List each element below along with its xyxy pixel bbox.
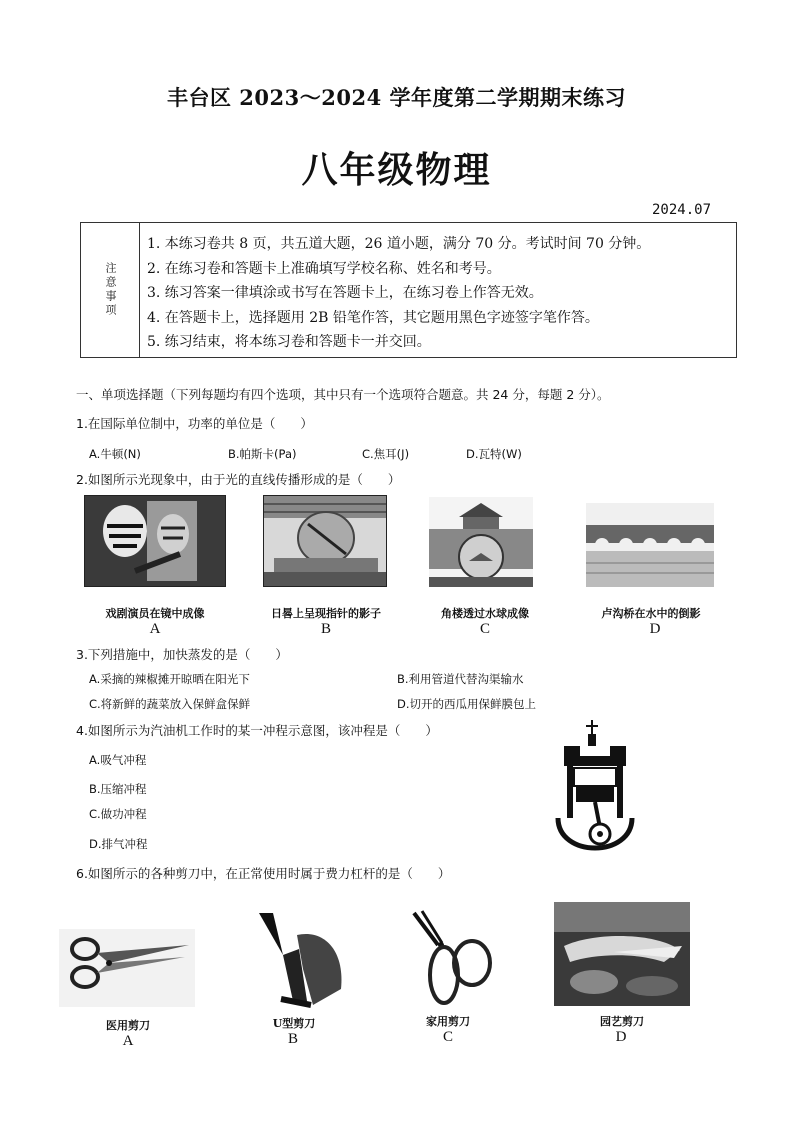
exam-date: 2024.07 xyxy=(652,202,712,218)
q2-caption-d: 卢沟桥在水中的倒影 xyxy=(601,607,701,620)
q6-letter-c: C xyxy=(442,1029,453,1045)
engine-stroke-diagram xyxy=(552,718,638,860)
lugou-bridge-reflection-image xyxy=(586,503,714,587)
q1-option-d: D.瓦特(W) xyxy=(466,447,522,461)
u-shaped-scissors-image xyxy=(253,909,345,1009)
notice-item: 3. 练习答案一律填涂或书写在答题卡上，在练习卷上作答无效。 xyxy=(147,285,543,301)
notice-label-cell xyxy=(81,223,140,357)
q6-caption-b: U型剪刀 xyxy=(272,1017,316,1030)
notice-item: 5. 练习结束，将本练习卷和答题卡一并交回。 xyxy=(147,334,431,350)
q4-option-a: A.吸气冲程 xyxy=(89,753,147,767)
q3-option-b: B.利用管道代替沟渠输水 xyxy=(397,672,524,686)
corner-tower-water-ball-image xyxy=(429,497,533,587)
q6-letter-b: B xyxy=(287,1031,298,1047)
question-2: 2.如图所示光现象中，由于光的直线传播形成的是（ ） xyxy=(76,472,401,487)
question-4: 4.如图所示为汽油机工作时的某一冲程示意图，该冲程是（ ） xyxy=(76,723,438,738)
q3-option-d: D.切开的西瓜用保鲜膜包上 xyxy=(397,697,537,711)
notice-item: 1. 本练习卷共 8 页，共五道大题，26 道小题，满分 70 分。考试时间 70 分钟。 xyxy=(147,236,651,252)
q6-caption-d: 园艺剪刀 xyxy=(600,1015,644,1028)
q3-option-a: A.采摘的辣椒摊开晾晒在阳光下 xyxy=(89,672,250,686)
q2-caption-b: 日晷上呈现指针的影子 xyxy=(271,607,381,620)
q4-option-d: D.排气冲程 xyxy=(89,837,148,851)
notice-item: 4. 在答题卡上，选择题用 2B 铅笔作答，其它题用黑色字迹签字笔作答。 xyxy=(147,309,599,326)
question-1: 1.在国际单位制中，功率的单位是（ ） xyxy=(76,416,313,431)
q3-option-c: C.将新鲜的蔬菜放入保鲜盒保鲜 xyxy=(89,697,251,711)
notice-item: 2. 在练习卷和答题卡上准确填写学校名称、姓名和考号。 xyxy=(147,260,501,277)
q6-caption-c: 家用剪刀 xyxy=(426,1015,470,1028)
q2-letter-c: C xyxy=(479,621,490,637)
exam-title: 八年级物理 xyxy=(301,149,492,191)
garden-scissors-image xyxy=(554,902,690,1006)
q6-letter-d: D xyxy=(615,1029,627,1045)
q6-caption-a: 医用剪刀 xyxy=(106,1019,150,1032)
section-heading: 一、单项选择题（下列每题均有四个选项，其中只有一个选项符合题意。共 24 分，每题 2 分）。 xyxy=(76,387,610,402)
q6-letter-a: A xyxy=(122,1033,134,1049)
question-6: 6.如图所示的各种剪刀中，在正常使用时属于费力杠杆的是（ ） xyxy=(76,866,451,881)
opera-actor-mirror-image xyxy=(84,495,226,587)
exam-subtitle: 丰台区 2023～2024 学年度第二学期期末练习 xyxy=(166,85,626,110)
q1-option-b: B.帕斯卡(Pa) xyxy=(228,447,297,461)
q4-option-b: B.压缩冲程 xyxy=(89,782,147,796)
q2-letter-a: A xyxy=(149,621,161,637)
notice-box xyxy=(80,222,737,358)
medical-scissors-image xyxy=(59,929,195,1007)
notice-list xyxy=(147,232,650,355)
q1-option-c: C.焦耳(J) xyxy=(362,447,410,461)
q2-letter-d: D xyxy=(649,621,661,637)
q1-option-a: A.牛顿(N) xyxy=(89,447,141,461)
sundial-shadow-image xyxy=(263,495,387,587)
q4-option-c: C.做功冲程 xyxy=(89,807,147,821)
q2-letter-b: B xyxy=(320,621,331,637)
q2-caption-a: 戏剧演员在镜中成像 xyxy=(105,607,205,620)
q2-caption-c: 角楼透过水球成像 xyxy=(441,607,529,620)
household-scissors-image xyxy=(408,909,496,1009)
question-3: 3.下列措施中，加快蒸发的是（ ） xyxy=(76,647,288,662)
notice-label: 注意事项 xyxy=(104,262,117,318)
